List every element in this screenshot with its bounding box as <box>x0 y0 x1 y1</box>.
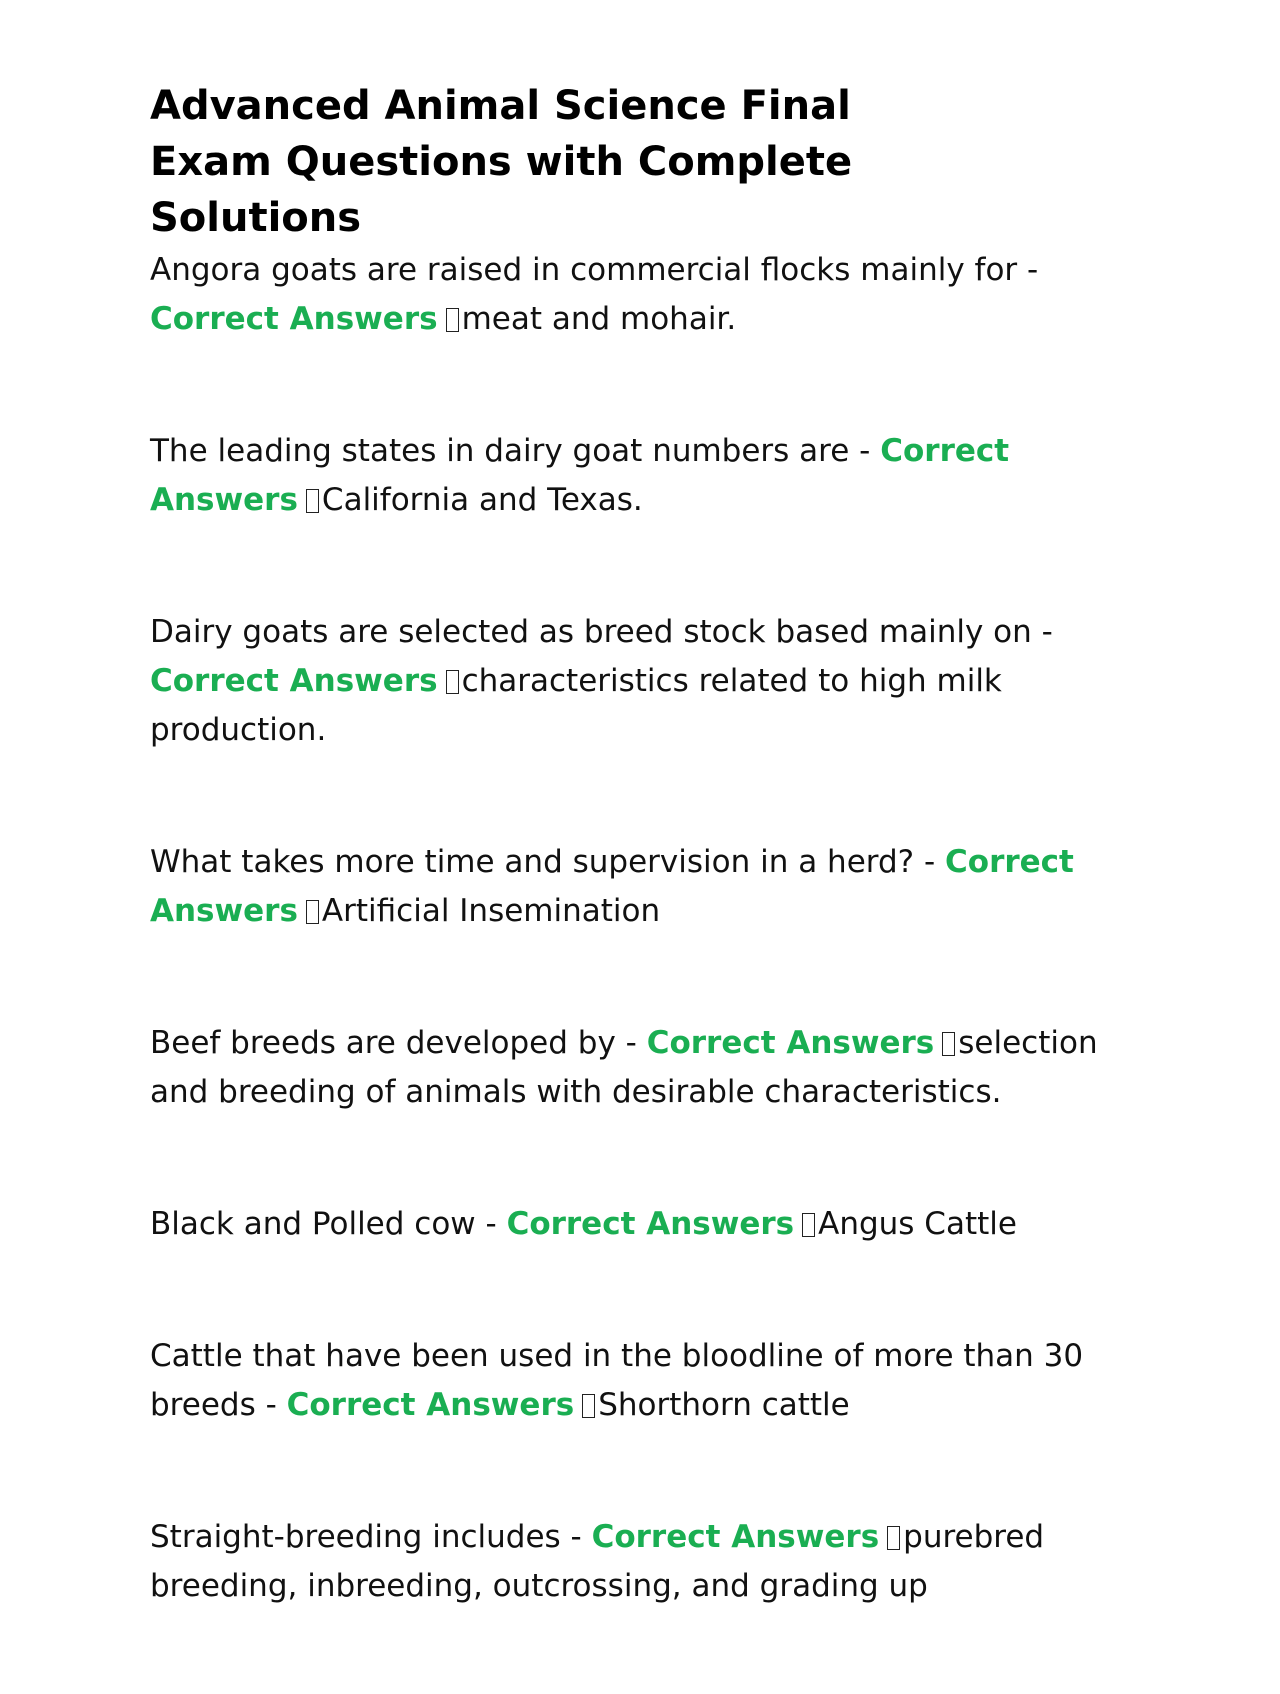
correct-answers-label: Correct Answers <box>150 663 438 699</box>
separator: - <box>615 1025 647 1061</box>
separator: - <box>1017 252 1039 288</box>
document-page <box>150 78 1130 1694</box>
question-text: The leading states in dairy goat numbers are <box>150 433 850 469</box>
checkbox-glyph-icon <box>306 900 319 924</box>
separator: - <box>1031 614 1053 650</box>
checkbox-glyph-icon <box>942 1032 955 1056</box>
question-text: Angora goats are raised in commercial flocks mainly for <box>150 252 1018 288</box>
document-title: Advanced Animal Science Final Exam Questions with Complete Solutions <box>150 83 853 241</box>
correct-answers-label: Correct Answers <box>150 844 1074 929</box>
question-text: Black and Polled cow <box>150 1206 476 1242</box>
correct-answers-label: Correct Answers <box>591 1519 880 1555</box>
answer-text: California and Texas. <box>321 482 643 518</box>
qa-item <box>150 427 1130 525</box>
question-text: Straight-breeding includes <box>150 1519 561 1555</box>
qa-item <box>150 1019 1130 1117</box>
question-text: What takes more time and supervision in a herd? <box>150 844 915 880</box>
correct-answers-label: Correct Answers <box>286 1387 575 1423</box>
checkbox-glyph-icon <box>582 1394 595 1418</box>
correct-answers-label: Correct Answers <box>506 1206 795 1242</box>
qa-item <box>150 246 1130 344</box>
question-text: Cattle that have been used in the bloodline of more than 30 breeds <box>150 1338 1084 1423</box>
checkbox-glyph-icon <box>306 489 319 513</box>
qa-list <box>150 246 1130 1611</box>
checkbox-glyph-icon <box>446 670 459 694</box>
qa-item <box>150 838 1130 936</box>
checkbox-glyph-icon <box>887 1526 900 1550</box>
qa-item <box>150 608 1130 755</box>
separator: - <box>914 844 946 880</box>
separator: - <box>255 1387 287 1423</box>
answer-text: selection and breeding of animals with desirable characteristics. <box>150 1025 1098 1110</box>
separator: - <box>475 1206 507 1242</box>
qa-item <box>150 1513 1130 1611</box>
answer-text: Angus Cattle <box>818 1206 1017 1242</box>
separator: - <box>849 433 881 469</box>
qa-item <box>150 1200 1130 1249</box>
answer-text: Shorthorn cattle <box>598 1387 850 1423</box>
correct-answers-label: Correct Answers <box>150 301 438 337</box>
answer-text: purebred breeding, inbreeding, outcrossing, and grading up <box>150 1519 1045 1604</box>
answer-text: characteristics related to high milk production. <box>150 663 1002 748</box>
answer-text: Artificial Insemination <box>321 893 661 929</box>
question-text: Beef breeds are developed by <box>150 1025 616 1061</box>
question-text: Dairy goats are selected as breed stock based mainly on <box>150 614 1032 650</box>
separator: - <box>560 1519 592 1555</box>
qa-item <box>150 1332 1130 1430</box>
correct-answers-label: Correct Answers <box>646 1025 935 1061</box>
checkbox-glyph-icon <box>802 1213 815 1237</box>
answer-text: meat and mohair. <box>461 301 737 337</box>
correct-answers-label: Correct Answers <box>150 433 1010 518</box>
checkbox-glyph-icon <box>446 308 459 332</box>
